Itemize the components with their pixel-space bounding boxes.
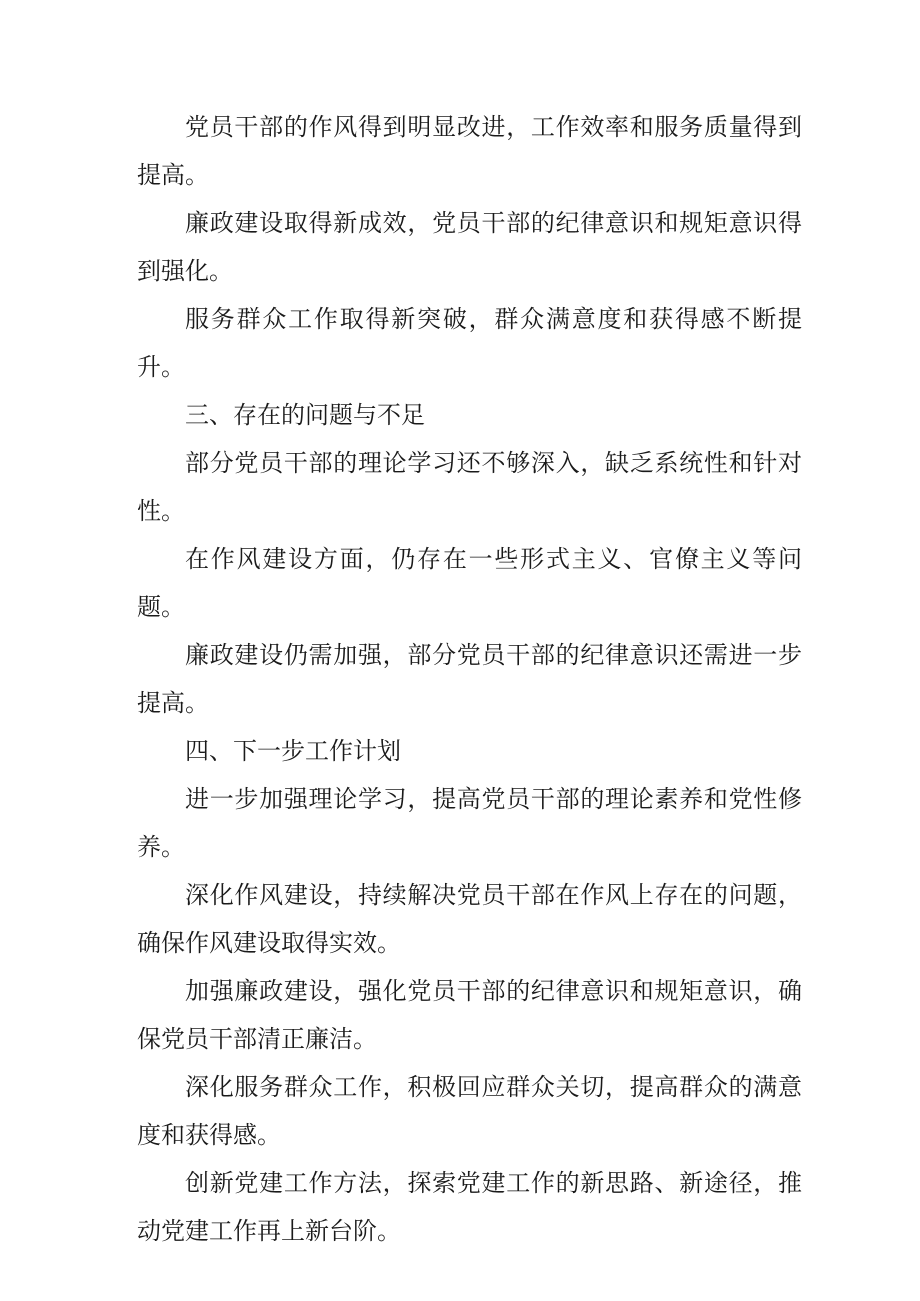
paragraph-plan-integrity: 加强廉政建设，强化党员干部的纪律意识和规矩意识，确保党员干部清正廉洁。 (137, 977, 802, 1053)
section-heading-next-steps: 四、下一步工作计划 (185, 737, 401, 765)
section-heading-problems: 三、存在的问题与不足 (185, 401, 425, 429)
paragraph-theory-study-issue: 部分党员干部的理论学习还不够深入，缺乏系统性和针对性。 (137, 449, 802, 525)
paragraph-plan-public-service: 深化服务群众工作，积极回应群众关切，提高群众的满意度和获得感。 (137, 1073, 802, 1149)
paragraph-plan-work-style: 深化作风建设，持续解决党员干部在作风上存在的问题，确保作风建设取得实效。 (137, 881, 802, 957)
paragraph-formalism-issue: 在作风建设方面，仍存在一些形式主义、官僚主义等问题。 (137, 545, 802, 621)
paragraph-work-style-improved: 党员干部的作风得到明显改进，工作效率和服务质量得到提高。 (137, 113, 802, 189)
paragraph-plan-innovation: 创新党建工作方法，探索党建工作的新思路、新途径，推动党建工作再上新台阶。 (137, 1169, 802, 1245)
paragraph-integrity-needs-strengthening: 廉政建设仍需加强，部分党员干部的纪律意识还需进一步提高。 (137, 641, 802, 717)
paragraph-plan-theory-study: 进一步加强理论学习，提高党员干部的理论素养和党性修养。 (137, 785, 802, 861)
paragraph-integrity-results: 廉政建设取得新成效，党员干部的纪律意识和规矩意识得到强化。 (137, 209, 802, 285)
document-body (137, 103, 802, 1255)
paragraph-public-service-breakthrough: 服务群众工作取得新突破，群众满意度和获得感不断提升。 (137, 305, 802, 381)
